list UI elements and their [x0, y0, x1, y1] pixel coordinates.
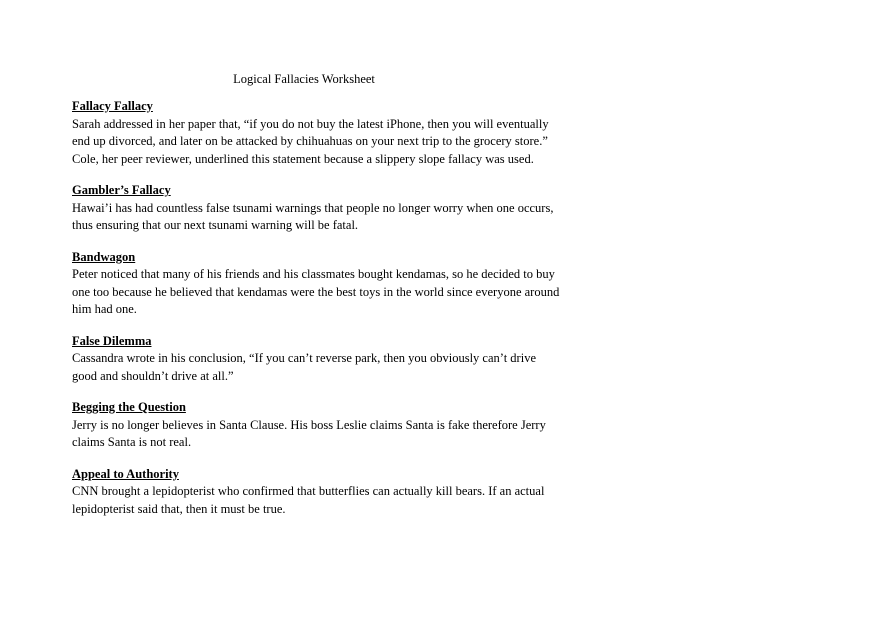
document-body — [72, 98, 560, 532]
paragraph-line: Cole, her peer reviewer, underlined this statement because a slippery slope fallacy was used. — [72, 151, 534, 166]
section-heading: Appeal to Authority — [72, 466, 179, 481]
paragraph-line: Sarah addressed in her paper that, “if you do not buy the latest iPhone, then you will eventually — [72, 116, 549, 131]
paragraph-line: one too because he believed that kendamas were the best toys in the world since everyone around — [72, 284, 560, 299]
section-heading: Fallacy Fallacy — [72, 99, 153, 113]
section-heading: Bandwagon — [72, 249, 136, 264]
paragraph-line: Peter noticed that many of his friends and his classmates bought kendamas, so he decided to buy — [72, 267, 555, 281]
section-heading: Begging the Question — [72, 400, 186, 414]
paragraph-line: CNN brought a lepidopterist who confirmed that butterflies can actually kill bears. If an actual — [72, 484, 545, 498]
section-fallacy-fallacy — [72, 98, 547, 168]
paragraph-line: end up divorced, and later on be attacked by chihuahuas on your next trip to the grocery store.” — [72, 134, 548, 148]
document-title: Logical Fallacies Worksheet — [233, 72, 375, 86]
paragraph-line: Jerry is no longer believes in Santa Clause. His boss Leslie claims Santa is fake therefore Jerry — [72, 417, 546, 432]
section-bandwagon — [72, 249, 560, 319]
paragraph-line: Cassandra wrote in his conclusion, “If you can’t reverse park, then you obviously can’t drive — [72, 351, 536, 365]
section-false-dilemma — [72, 333, 547, 386]
section-heading: False Dilemma — [72, 333, 152, 348]
paragraph-line: good and shouldn’t drive at all.” — [72, 368, 234, 383]
paragraph-line: claims Santa is not real. — [72, 435, 192, 449]
paragraph-line: Hawai’i has had countless false tsunami warnings that people no longer worry when one occurs, — [72, 200, 554, 215]
section-gamblers-fallacy — [72, 182, 554, 235]
section-heading: Gambler’s Fallacy — [72, 183, 171, 197]
paragraph-line: thus ensuring that our next tsunami warning will be fatal. — [72, 218, 359, 232]
section-appeal-to-authority — [72, 466, 547, 519]
paragraph-line: lepidopterist said that, then it must be true. — [72, 501, 286, 516]
paragraph-line: him had one. — [72, 302, 137, 316]
section-begging-the-question — [72, 399, 547, 452]
